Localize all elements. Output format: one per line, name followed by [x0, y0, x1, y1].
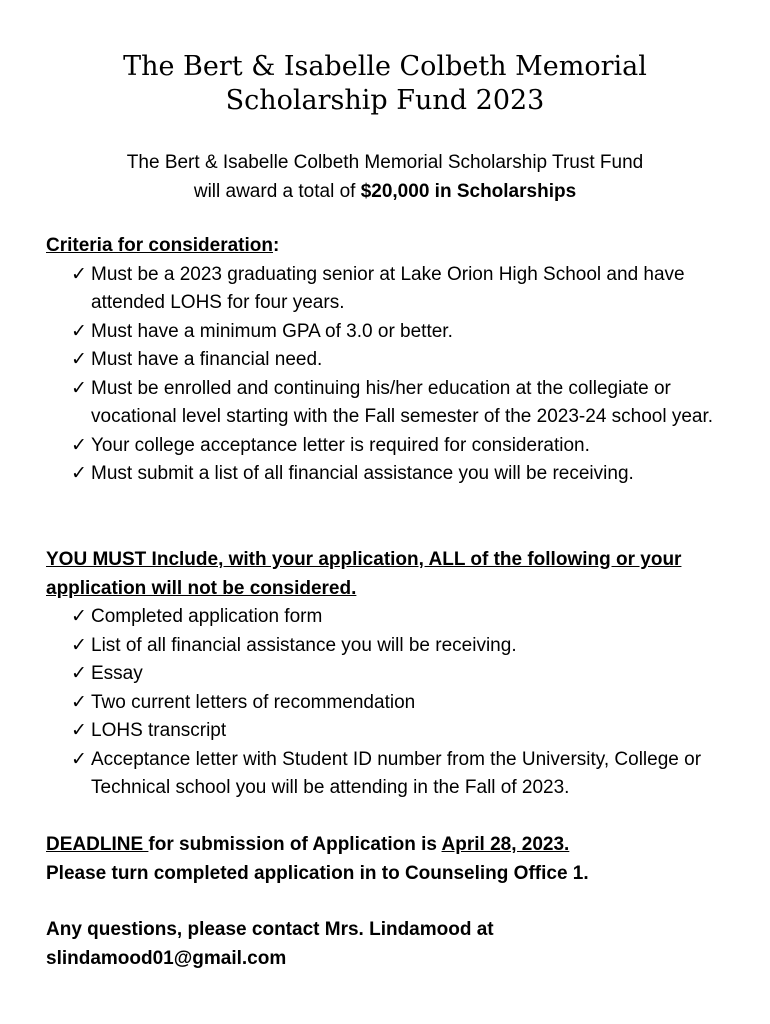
award-amount: $20,000 in Scholarships: [360, 181, 577, 202]
criteria-item-text: Must have a financial need.: [91, 349, 323, 370]
contact-line: Any questions, please contact Mrs. Lindamood at: [46, 919, 494, 940]
requirements-section: [46, 546, 736, 803]
checkmark-icon: ✓: [71, 748, 87, 770]
deadline-date: April 28, 2023.: [441, 834, 570, 855]
checkmark-icon: ✓: [71, 663, 87, 684]
criteria-heading-colon: :: [273, 235, 280, 256]
criteria-list: [46, 261, 736, 489]
requirement-item-text: LOHS transcript: [91, 720, 227, 741]
deadline-text: for submission of Application is: [148, 834, 442, 855]
requirement-item: [46, 660, 736, 689]
submission-instructions: Please turn completed application in to Counseling Office 1.: [46, 862, 589, 884]
requirement-item-text: List of all financial assistance you will be receiving.: [91, 634, 517, 656]
criteria-item: [46, 432, 736, 461]
intro-line-2-text: will award a total of: [193, 181, 361, 202]
criteria-item-text: Must have a minimum GPA of 3.0 or better.: [91, 320, 453, 342]
checkmark-icon: ✓: [71, 377, 87, 399]
criteria-section: [46, 232, 736, 489]
requirement-item: [46, 717, 736, 746]
requirement-item: [46, 603, 736, 632]
deadline-label: DEADLINE: [46, 834, 149, 855]
criteria-item-text: Must be a 2023 graduating senior at Lake Orion High School and have attended LOHS for four years.: [91, 263, 685, 313]
deadline-section: [46, 831, 736, 888]
requirement-item: [46, 746, 736, 803]
contact-section: [46, 916, 736, 973]
criteria-item: [46, 261, 736, 318]
requirement-item-text: Essay: [91, 663, 143, 684]
criteria-item: [46, 460, 736, 489]
requirement-item: [46, 632, 736, 661]
criteria-item-text: Must submit a list of all financial assistance you will be receiving.: [91, 463, 634, 484]
checkmark-icon: ✓: [71, 634, 87, 656]
checkmark-icon: ✓: [71, 263, 87, 285]
criteria-item-text: Your college acceptance letter is required for consideration.: [91, 434, 590, 456]
document-title: [0, 50, 770, 118]
checkmark-icon: ✓: [71, 349, 87, 370]
checkmark-icon: ✓: [71, 320, 87, 342]
contact-email: slindamood01@gmail.com: [46, 947, 287, 969]
deadline-line: [46, 831, 736, 860]
checkmark-icon: ✓: [71, 720, 87, 741]
criteria-item: [46, 318, 736, 347]
intro-line-1: The Bert & Isabelle Colbeth Memorial Scholarship Trust Fund: [126, 152, 644, 173]
criteria-heading: [46, 232, 736, 261]
requirements-list: [46, 603, 736, 803]
checkmark-icon: ✓: [71, 434, 87, 456]
criteria-item: [46, 346, 736, 375]
requirement-item: [46, 689, 736, 718]
criteria-heading-text: Criteria for consideration: [46, 235, 273, 256]
criteria-item: [46, 375, 736, 432]
title-line-1: The Bert & Isabelle Colbeth Memorial: [123, 51, 647, 82]
checkmark-icon: ✓: [71, 691, 87, 713]
requirement-item-text: Acceptance letter with Student ID number from the University, College or Technical school you will be attending in the Fall of 2023.: [91, 748, 702, 798]
intro-paragraph: [0, 148, 770, 206]
requirement-item-text: Completed application form: [91, 606, 323, 627]
requirement-item-text: Two current letters of recommendation: [91, 691, 416, 713]
criteria-item-text: Must be enrolled and continuing his/her education at the collegiate or vocational level starting with the Fall semester of the 2023-24 school year.: [91, 377, 714, 427]
checkmark-icon: ✓: [71, 463, 87, 484]
checkmark-icon: ✓: [71, 606, 87, 627]
title-line-2: Scholarship Fund 2023: [225, 85, 545, 116]
intro-line-2: [0, 177, 770, 206]
requirements-heading: YOU MUST Include, with your application, ALL of the following or your application will not be considered.: [46, 549, 682, 599]
